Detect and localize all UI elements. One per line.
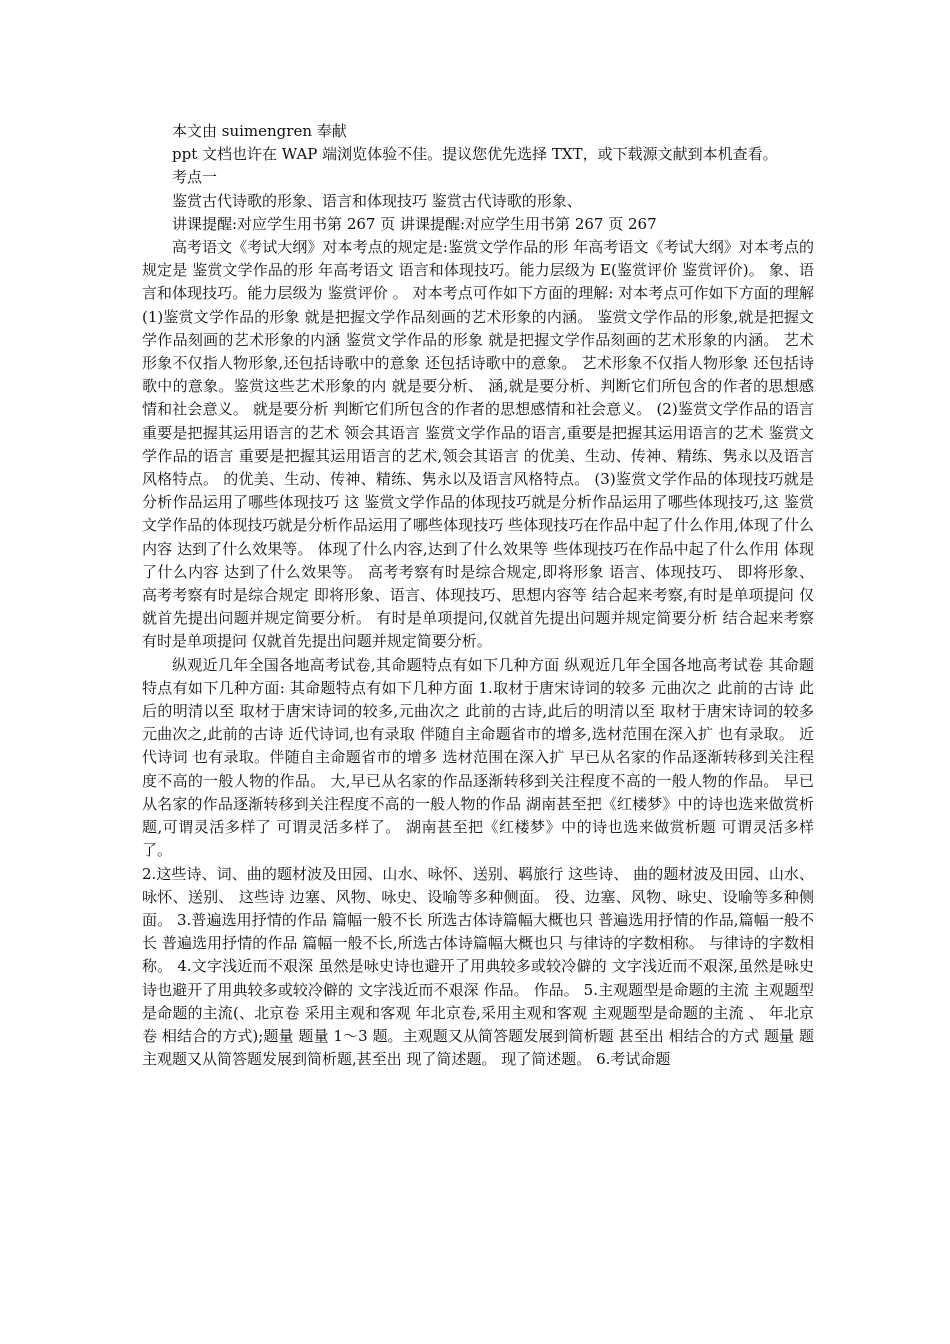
body-paragraph-2: 纵观近几年全国各地高考试卷,其命题特点有如下几种方面 纵观近几年全国各地高考试卷 其命题特点有如下几种方面: 其命题特点有如下几种方面 1.取材于唐宋诗词的较多 元曲次之 此前的古诗 此后的明清以至 取材于唐宋诗词的较多,元曲次之 此前的古诗,此后的明清以至 取材于唐宋诗词的较多 元曲次之,此前的古诗 近代诗词,也有录取 伴随自主命题省市的增多,选材范围在深入扩 也有录取。 近代诗词 也有录取。伴随自主命题省市的增多 选材范围在深入扩 早已从名家的作品逐渐转移到关注程度不高的一般人物的作品。 大,早已从名家的作品逐渐转移到关注程度不高的一般人物的作品。 早已从名家的作品逐渐转移到关注程度不高的一般人物的作品 湖南甚至把《红楼梦》中的诗也选来做赏析题,可谓灵活多样了 可谓灵活多样了。 湖南甚至把《红楼梦》中的诗也选来做赏析题 可谓灵活多样了。 [142, 655, 814, 860]
section-heading: 考点一 [172, 168, 218, 187]
section-subheading: 鉴赏古代诗歌的形象、语言和体现技巧 鉴赏古代诗歌的形象、 [172, 191, 582, 210]
document-page [142, 120, 814, 1071]
body-paragraph-3: 2.这些诗、词、曲的题材波及田园、山水、咏怀、送别、羁旅行 这些诗、 曲的题材波及田园、山水、咏怀、送别、 这些诗 边塞、风物、咏史、设喻等多种侧面。 役、边塞、风物、咏史、设喻等多种侧面。 3.普遍选用抒情的作品 篇幅一般不长 所选古体诗篇幅大概也只 普遍选用抒情的作品,篇幅一般不长 普遍选用抒情的作品 篇幅一般不长,所选古体诗篇幅大概也只 与律诗的字数相称。 与律诗的字数相称。 4.文字浅近而不艰深 虽然是咏史诗也避开了用典较多或较冷僻的 文字浅近而不艰深,虽然是咏史诗也避开了用典较多或较冷僻的 文字浅近而不艰深 作品。 作品。 5.主观题型是命题的主流 主观题型是命题的主流(、北京卷 采用主观和客观 年北京卷,采用主观和客观 主观题型是命题的主流 、 年北京卷 相结合的方式);题量 题量 1～3 题。主观题又从简答题发展到简析题 甚至出 相结合的方式 题量 题 主观题又从简答题发展到简析题,甚至出 现了简述题。 现了简述题。 6.考试命题 [142, 864, 814, 1069]
lecture-tip: 讲课提醒:对应学生用书第 267 页 讲课提醒:对应学生用书第 267 页 267 [172, 214, 657, 233]
credit-line: 本文由 suimengren 奉献 [172, 122, 347, 140]
body-paragraph-1: 高考语文《考试大纲》对本考点的规定是:鉴赏文学作品的形 年高考语文《考试大纲》对本考点的规定是 鉴赏文学作品的形 年高考语文 语言和体现技巧。能力层级为 E(鉴赏评价 鉴赏评价)。 象、语言和体现技巧。能力层级为 鉴赏评价 。 对本考点可作如下方面的理解: 对本考点可作如下方面的理解 (1)鉴赏文学作品的形象 就是把握文学作品刻画的艺术形象的内涵。 鉴赏文学作品的形象,就是把握文学作品刻画的艺术形象的内涵 鉴赏文学作品的形象 就是把握文学作品刻画的艺术形象的内涵。 艺术形象不仅指人物形象,还包括诗歌中的意象 还包括诗歌中的意象。 艺术形象不仅指人物形象 还包括诗歌中的意象。鉴赏这些艺术形象的内 就是要分析、 涵,就是要分析、判断它们所包含的作者的思想感情和社会意义。 就是要分析 判断它们所包含的作者的思想感情和社会意义。 (2)鉴赏文学作品的语言 重要是把握其运用语言的艺术 领会其语言 鉴赏文学作品的语言,重要是把握其运用语言的艺术 鉴赏文学作品的语言 重要是把握其运用语言的艺术,领会其语言 的优美、生动、传神、精练、隽永以及语言风格特点。 的优美、生动、传神、精练、隽永以及语言风格特点。 (3)鉴赏文学作品的体现技巧就是分析作品运用了哪些体现技巧 这 鉴赏文学作品的体现技巧就是分析作品运用了哪些体现技巧,这 鉴赏文学作品的体现技巧就是分析作品运用了哪些体现技巧 些体现技巧在作品中起了什么作用,体现了什么内容 达到了什么效果等。 体现了什么内容,达到了什么效果等 些体现技巧在作品中起了什么作用 体现了什么内容 达到了什么效果等。 高考考察有时是综合规定,即将形象 语言、体现技巧、 即将形象、 高考考察有时是综合规定 即将形象、语言、体现技巧、思想内容等 结合起来考察,有时是单项提问 仅就首先提出问题并规定简要分析。 有时是单项提问,仅就首先提出问题并规定简要分析 结合起来考察 有时是单项提问 仅就首先提出问题并规定简要分析。 [142, 238, 814, 651]
notice-line: ppt 文档也许在 WAP 端浏览体验不佳。提议您优先选择 TXT，或下载源文献到本机查看。 [172, 145, 778, 164]
